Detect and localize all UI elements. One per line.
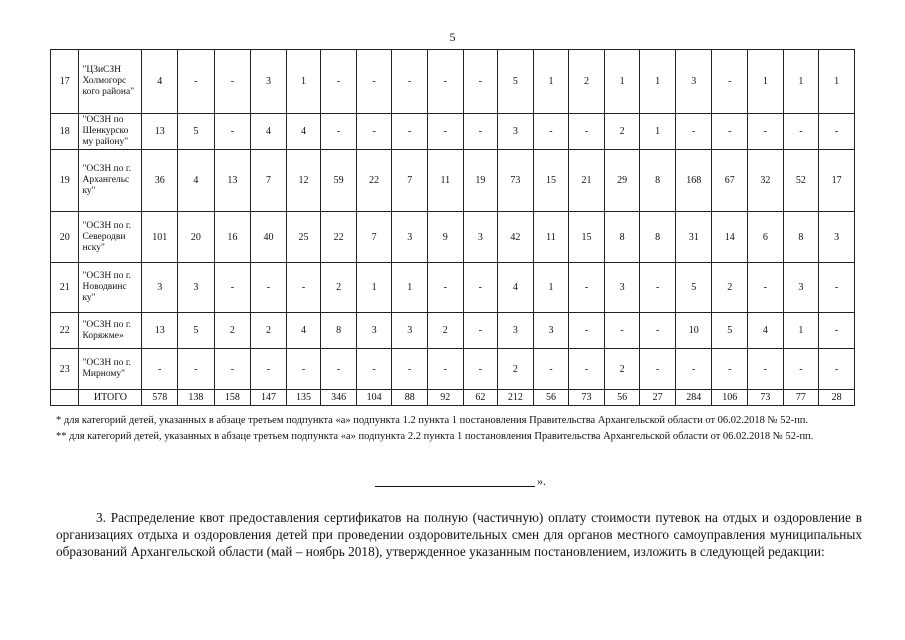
value-cell: -	[819, 263, 855, 313]
value-cell: 9	[427, 212, 463, 263]
value-cell: 5	[498, 50, 534, 114]
value-cell: 3	[819, 212, 855, 263]
value-cell: 3	[533, 313, 569, 349]
value-cell: 1	[748, 50, 784, 114]
value-cell: -	[712, 50, 748, 114]
total-value-cell: 62	[463, 390, 498, 406]
total-value-cell: 578	[142, 390, 178, 406]
total-value-cell: 104	[356, 390, 392, 406]
value-cell: 73	[498, 150, 534, 212]
value-cell: 17	[819, 150, 855, 212]
value-cell: -	[356, 349, 392, 390]
value-cell: -	[356, 50, 392, 114]
value-cell: 1	[783, 50, 819, 114]
value-cell: 4	[286, 114, 321, 150]
value-cell: 12	[286, 150, 321, 212]
value-cell: 20	[178, 212, 215, 263]
value-cell: 2	[251, 313, 287, 349]
value-cell: 22	[321, 212, 357, 263]
row-number-cell: 21	[51, 263, 79, 313]
value-cell: -	[463, 114, 498, 150]
value-cell: -	[427, 349, 463, 390]
value-cell: 8	[640, 150, 676, 212]
total-value-cell: 346	[321, 390, 357, 406]
row-number-cell: 18	[51, 114, 79, 150]
value-cell: 2	[712, 263, 748, 313]
org-name-cell: "ОСЗН по г. Новодвинс ку"	[79, 263, 142, 313]
value-cell: 15	[533, 150, 569, 212]
value-cell: 8	[640, 212, 676, 263]
value-cell: 14	[712, 212, 748, 263]
total-value-cell: 284	[675, 390, 712, 406]
value-cell: -	[286, 263, 321, 313]
value-cell: 2	[604, 114, 640, 150]
value-cell: -	[819, 349, 855, 390]
value-cell: -	[569, 263, 605, 313]
value-cell: 4	[142, 50, 178, 114]
value-cell: 16	[214, 212, 251, 263]
value-cell: 1	[819, 50, 855, 114]
value-cell: -	[392, 349, 428, 390]
value-cell: 3	[463, 212, 498, 263]
value-cell: -	[640, 349, 676, 390]
value-cell: 4	[178, 150, 215, 212]
value-cell: 11	[533, 212, 569, 263]
total-value-cell: 73	[569, 390, 605, 406]
org-name-cell: "ОСЗН по г. Коряжме»	[79, 313, 142, 349]
value-cell: -	[392, 114, 428, 150]
value-cell: -	[427, 263, 463, 313]
value-cell: 59	[321, 150, 357, 212]
value-cell: -	[251, 349, 287, 390]
value-cell: -	[178, 349, 215, 390]
value-cell: -	[214, 349, 251, 390]
value-cell: -	[321, 349, 357, 390]
value-cell: -	[640, 313, 676, 349]
value-cell: 5	[178, 313, 215, 349]
value-cell: 10	[675, 313, 712, 349]
value-cell: 52	[783, 150, 819, 212]
footnote-1: * для категорий детей, указанных в абзаце третьем подпункта «а» подпункта 1.2 пункта 1 постановления Правительства Архангельской области от 06.02.2018 № 52-пп.	[56, 415, 809, 426]
total-value-cell: 88	[392, 390, 428, 406]
value-cell: 2	[569, 50, 605, 114]
total-value-cell: 27	[640, 390, 676, 406]
table-row	[51, 150, 855, 212]
value-cell: 1	[356, 263, 392, 313]
value-cell: 22	[356, 150, 392, 212]
value-cell: -	[569, 114, 605, 150]
total-value-cell: 92	[427, 390, 463, 406]
value-cell: -	[604, 313, 640, 349]
value-cell: -	[712, 349, 748, 390]
value-cell: 1	[640, 50, 676, 114]
value-cell: 2	[604, 349, 640, 390]
org-name-cell: "ОСЗН по Шенкурско му району"	[79, 114, 142, 150]
value-cell: 101	[142, 212, 178, 263]
value-cell: -	[463, 313, 498, 349]
total-row	[51, 390, 855, 406]
table-row	[51, 349, 855, 390]
value-cell: 2	[214, 313, 251, 349]
page-number: 5	[449, 30, 456, 44]
value-cell: -	[356, 114, 392, 150]
value-cell: 3	[392, 313, 428, 349]
value-cell: -	[321, 114, 357, 150]
footnotes	[56, 414, 862, 446]
total-value-cell: 158	[214, 390, 251, 406]
section-3-paragraph: 3. Распределение квот предоставления сертификатов на полную (частичную) оплату стоимости путевок на отдых и оздоровление в организациях отдыха и оздоровления детей при проведении оздоровительных смен для органов местного самоуправления муниципальных образований Архангельской области (май – ноябрь 2018), утвержденное указанным постановлением, изложить в следующей редакции:	[56, 510, 862, 559]
value-cell: 1	[533, 263, 569, 313]
value-cell: 40	[251, 212, 287, 263]
signature-line	[375, 472, 535, 487]
value-cell: 13	[214, 150, 251, 212]
value-cell: 1	[640, 114, 676, 150]
value-cell: 31	[675, 212, 712, 263]
table-row	[51, 114, 855, 150]
value-cell: -	[286, 349, 321, 390]
total-value-cell: 147	[251, 390, 287, 406]
value-cell: 3	[498, 114, 534, 150]
row-number-cell: 23	[51, 349, 79, 390]
total-value-cell: 56	[533, 390, 569, 406]
value-cell: 5	[675, 263, 712, 313]
value-cell: 4	[498, 263, 534, 313]
value-cell: -	[427, 50, 463, 114]
value-cell: 1	[286, 50, 321, 114]
value-cell: 13	[142, 114, 178, 150]
table-row	[51, 212, 855, 263]
value-cell: 13	[142, 313, 178, 349]
value-cell: -	[214, 263, 251, 313]
row-number-cell: 20	[51, 212, 79, 263]
value-cell: 25	[286, 212, 321, 263]
value-cell: -	[712, 114, 748, 150]
value-cell: 11	[427, 150, 463, 212]
value-cell: 3	[356, 313, 392, 349]
value-cell: 2	[321, 263, 357, 313]
value-cell: 42	[498, 212, 534, 263]
total-value-cell: 73	[748, 390, 784, 406]
value-cell: -	[819, 313, 855, 349]
value-cell: 1	[783, 313, 819, 349]
value-cell: 36	[142, 150, 178, 212]
value-cell: 7	[392, 150, 428, 212]
org-name-cell: "ОСЗН по г. Архангельс ку"	[79, 150, 142, 212]
total-value-cell: 77	[783, 390, 819, 406]
table-row	[51, 50, 855, 114]
value-cell: -	[533, 114, 569, 150]
value-cell: -	[675, 349, 712, 390]
value-cell: 67	[712, 150, 748, 212]
value-cell: 1	[533, 50, 569, 114]
value-cell: 2	[427, 313, 463, 349]
closing-quote: ».	[537, 474, 546, 488]
quota-table	[50, 49, 855, 406]
value-cell: 1	[604, 50, 640, 114]
total-value-cell: 56	[604, 390, 640, 406]
value-cell: -	[214, 114, 251, 150]
value-cell: -	[819, 114, 855, 150]
value-cell: 8	[783, 212, 819, 263]
total-value-cell: 212	[498, 390, 534, 406]
total-label-cell: ИТОГО	[79, 390, 142, 406]
value-cell: 168	[675, 150, 712, 212]
total-value-cell: 28	[819, 390, 855, 406]
org-name-cell: "ОСЗН по г. Северодви нску"	[79, 212, 142, 263]
value-cell: -	[748, 114, 784, 150]
value-cell: -	[640, 263, 676, 313]
value-cell: 19	[463, 150, 498, 212]
value-cell: -	[214, 50, 251, 114]
value-cell: 29	[604, 150, 640, 212]
value-cell: 3	[178, 263, 215, 313]
total-value-cell: 138	[178, 390, 215, 406]
value-cell: 4	[251, 114, 287, 150]
value-cell: -	[569, 349, 605, 390]
value-cell: 5	[178, 114, 215, 150]
total-value-cell: 135	[286, 390, 321, 406]
value-cell: 8	[321, 313, 357, 349]
value-cell: 4	[748, 313, 784, 349]
table-row	[51, 313, 855, 349]
value-cell: -	[533, 349, 569, 390]
value-cell: -	[321, 50, 357, 114]
value-cell: 2	[498, 349, 534, 390]
value-cell: -	[463, 50, 498, 114]
value-cell: 15	[569, 212, 605, 263]
value-cell: -	[251, 263, 287, 313]
value-cell: 3	[251, 50, 287, 114]
value-cell: 5	[712, 313, 748, 349]
value-cell: 32	[748, 150, 784, 212]
table-row	[51, 263, 855, 313]
footnote-2: ** для категорий детей, указанных в абзаце третьем подпункта «а» подпункта 2.2 пункта 1 постановления Правительства Архангельской области от 06.02.2018 № 52-пп.	[56, 431, 814, 442]
row-number-cell: 22	[51, 313, 79, 349]
value-cell: 3	[675, 50, 712, 114]
value-cell: 7	[251, 150, 287, 212]
value-cell: -	[675, 114, 712, 150]
value-cell: 1	[392, 263, 428, 313]
value-cell: 3	[142, 263, 178, 313]
value-cell: 3	[392, 212, 428, 263]
value-cell: -	[142, 349, 178, 390]
value-cell: 4	[286, 313, 321, 349]
value-cell: -	[748, 349, 784, 390]
org-name-cell: "ЦЗиСЗН Холмогорс кого района"	[79, 50, 142, 114]
value-cell: 8	[604, 212, 640, 263]
value-cell: 7	[356, 212, 392, 263]
value-cell: 21	[569, 150, 605, 212]
value-cell: -	[463, 263, 498, 313]
row-number-cell: 17	[51, 50, 79, 114]
total-value-cell: 106	[712, 390, 748, 406]
total-spacer-cell	[51, 390, 79, 406]
value-cell: -	[569, 313, 605, 349]
value-cell: -	[748, 263, 784, 313]
value-cell: -	[427, 114, 463, 150]
value-cell: 3	[604, 263, 640, 313]
row-number-cell: 19	[51, 150, 79, 212]
value-cell: -	[783, 114, 819, 150]
value-cell: -	[178, 50, 215, 114]
value-cell: 6	[748, 212, 784, 263]
org-name-cell: "ОСЗН по г. Мирному"	[79, 349, 142, 390]
value-cell: -	[392, 50, 428, 114]
value-cell: -	[463, 349, 498, 390]
value-cell: 3	[498, 313, 534, 349]
value-cell: -	[783, 349, 819, 390]
value-cell: 3	[783, 263, 819, 313]
